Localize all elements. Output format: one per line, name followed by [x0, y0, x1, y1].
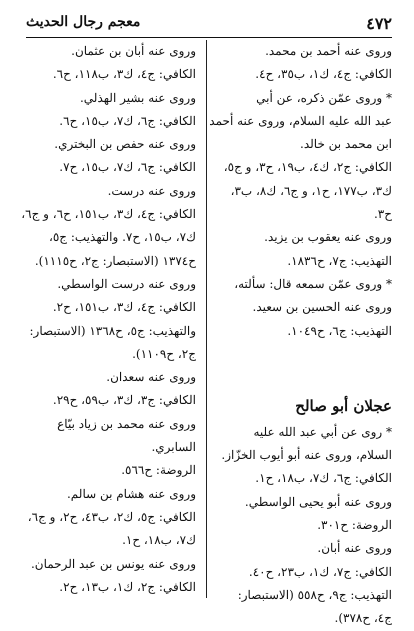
text-line: ج٤، ح٣٧٨).	[334, 611, 392, 626]
header-rule	[26, 37, 392, 38]
text-line: التهذيب: ج٦، ح١٠٤٩.	[287, 323, 392, 338]
text-line: التهذيب: ج٩، ح٥٥٨ (الاستبصار:	[237, 587, 392, 602]
text-line: ابن محمد بن خالد.	[300, 137, 392, 152]
text-line: وروى عنه أبو يحيى الواسطي.	[244, 494, 392, 509]
section-heading: عجلان أبو صالح	[295, 396, 392, 415]
page-header	[26, 14, 392, 34]
text-line: * وروى عمّن سمعه قال: سألته،	[234, 276, 392, 291]
text-line: السلام، وروى عنه أبو أيوب الخزّاز.	[221, 448, 392, 463]
text-line: وروى عنه يونس بن عبد الرحمان.	[30, 556, 196, 571]
text-line: الكافي: ج٥، ك٢، ب٤٣، ح٢، و ج٦،	[27, 509, 196, 524]
text-line: الكافي: ج٦، ك٧، ب١٥، ح٦.	[59, 113, 196, 128]
text-line: الكافي: ج٤، ك١، ب٣٥، ح٤.	[255, 67, 392, 82]
text-line: * وروى عمّن ذكره، عن أبي	[256, 90, 392, 105]
text-line: ح١٣٧٤ (الاستبصار: ج٢، ح١١١٥).	[34, 253, 196, 268]
text-line: وروى عنه حفص بن البختري.	[54, 137, 196, 152]
text-line: وروى عنه أبان.	[317, 541, 392, 556]
text-line: الروضة: ح٥٦٦.	[121, 463, 196, 478]
text-line: وروى عنه بشير الهذلي.	[79, 90, 196, 105]
text-line: وروى عنه سعدان.	[106, 370, 196, 385]
text-line: التهذيب: ج٧، ح١٨٣٦.	[287, 253, 392, 268]
text-line: وروى عنه أحمد بن محمد.	[265, 44, 392, 58]
text-line: وروى عنه الحسين بن سعيد.	[252, 300, 392, 315]
page-number: ٤٧٢	[366, 14, 392, 33]
text-line: عبد الله عليه السلام، وروى عنه أحمد	[209, 113, 392, 128]
text-line: وروى عنه محمد بن زياد بيّاع	[57, 416, 196, 431]
text-line: الروضة: ح٣٠١.	[317, 518, 392, 533]
section-gap	[222, 343, 392, 391]
text-line: السابري.	[151, 440, 196, 455]
text-line: وروى عنه يعقوب بن يزيد.	[264, 230, 392, 245]
text-line: ك٧، ب١٥، ح٧. والتهذيب: ج٥،	[48, 230, 196, 245]
text-line: الكافي: ج٤، ك٣، ب١١٨، ح٦.	[52, 67, 196, 82]
text-line: وروى عنه هشام بن سالم.	[66, 486, 196, 501]
text-line: الكافي: ج٧، ك١، ب٢٣، ح٤٠.	[248, 564, 392, 579]
text-line: والتهذيب: ج٥، ح١٣٦٨ (الاستبصار:	[29, 323, 196, 338]
text-line: ج٢، ح١١٠٩).	[132, 346, 196, 361]
text-line: الكافي: ج٦، ك٧، ب١٥، ح٧.	[59, 160, 196, 175]
text-line: وروى عنه درست.	[107, 183, 196, 198]
text-line: الكافي: ج٢، ك٤، ب١٩، ح٣، و ج٥،	[223, 160, 392, 175]
text-line: الكافي: ج٤، ك٣، ب١٥١، ح٢.	[52, 300, 196, 315]
text-line: * روى عن أبي عبد الله عليه	[253, 424, 392, 439]
text-line: ك٧، ب١٨، ح١.	[122, 533, 196, 548]
text-line: الكافي: ج٤، ك٣، ب١٥١، ح٦، و ج٦،	[21, 207, 196, 222]
text-line: ك٣، ب١٧٧، ح١، و ج٦، ك٨، ب٣،	[230, 183, 392, 198]
book-title: معجم رجال الحديث	[26, 14, 141, 30]
text-line: الكافي: ج٦، ك٧، ب١٨، ح١.	[255, 471, 392, 486]
left-column	[21, 40, 196, 599]
text-line: وروى عنه أبان بن عثمان.	[71, 44, 196, 58]
text-line: الكافي: ج٣، ك٣، ب٥٩، ح٢٩.	[52, 393, 196, 408]
right-column	[209, 40, 392, 631]
column-divider	[206, 40, 207, 598]
text-line: ح٣.	[373, 207, 392, 222]
text-line: الكافي: ج٢، ك١، ب١٣، ح٢.	[59, 579, 196, 594]
text-line: وروى عنه درست الواسطي.	[57, 276, 196, 291]
